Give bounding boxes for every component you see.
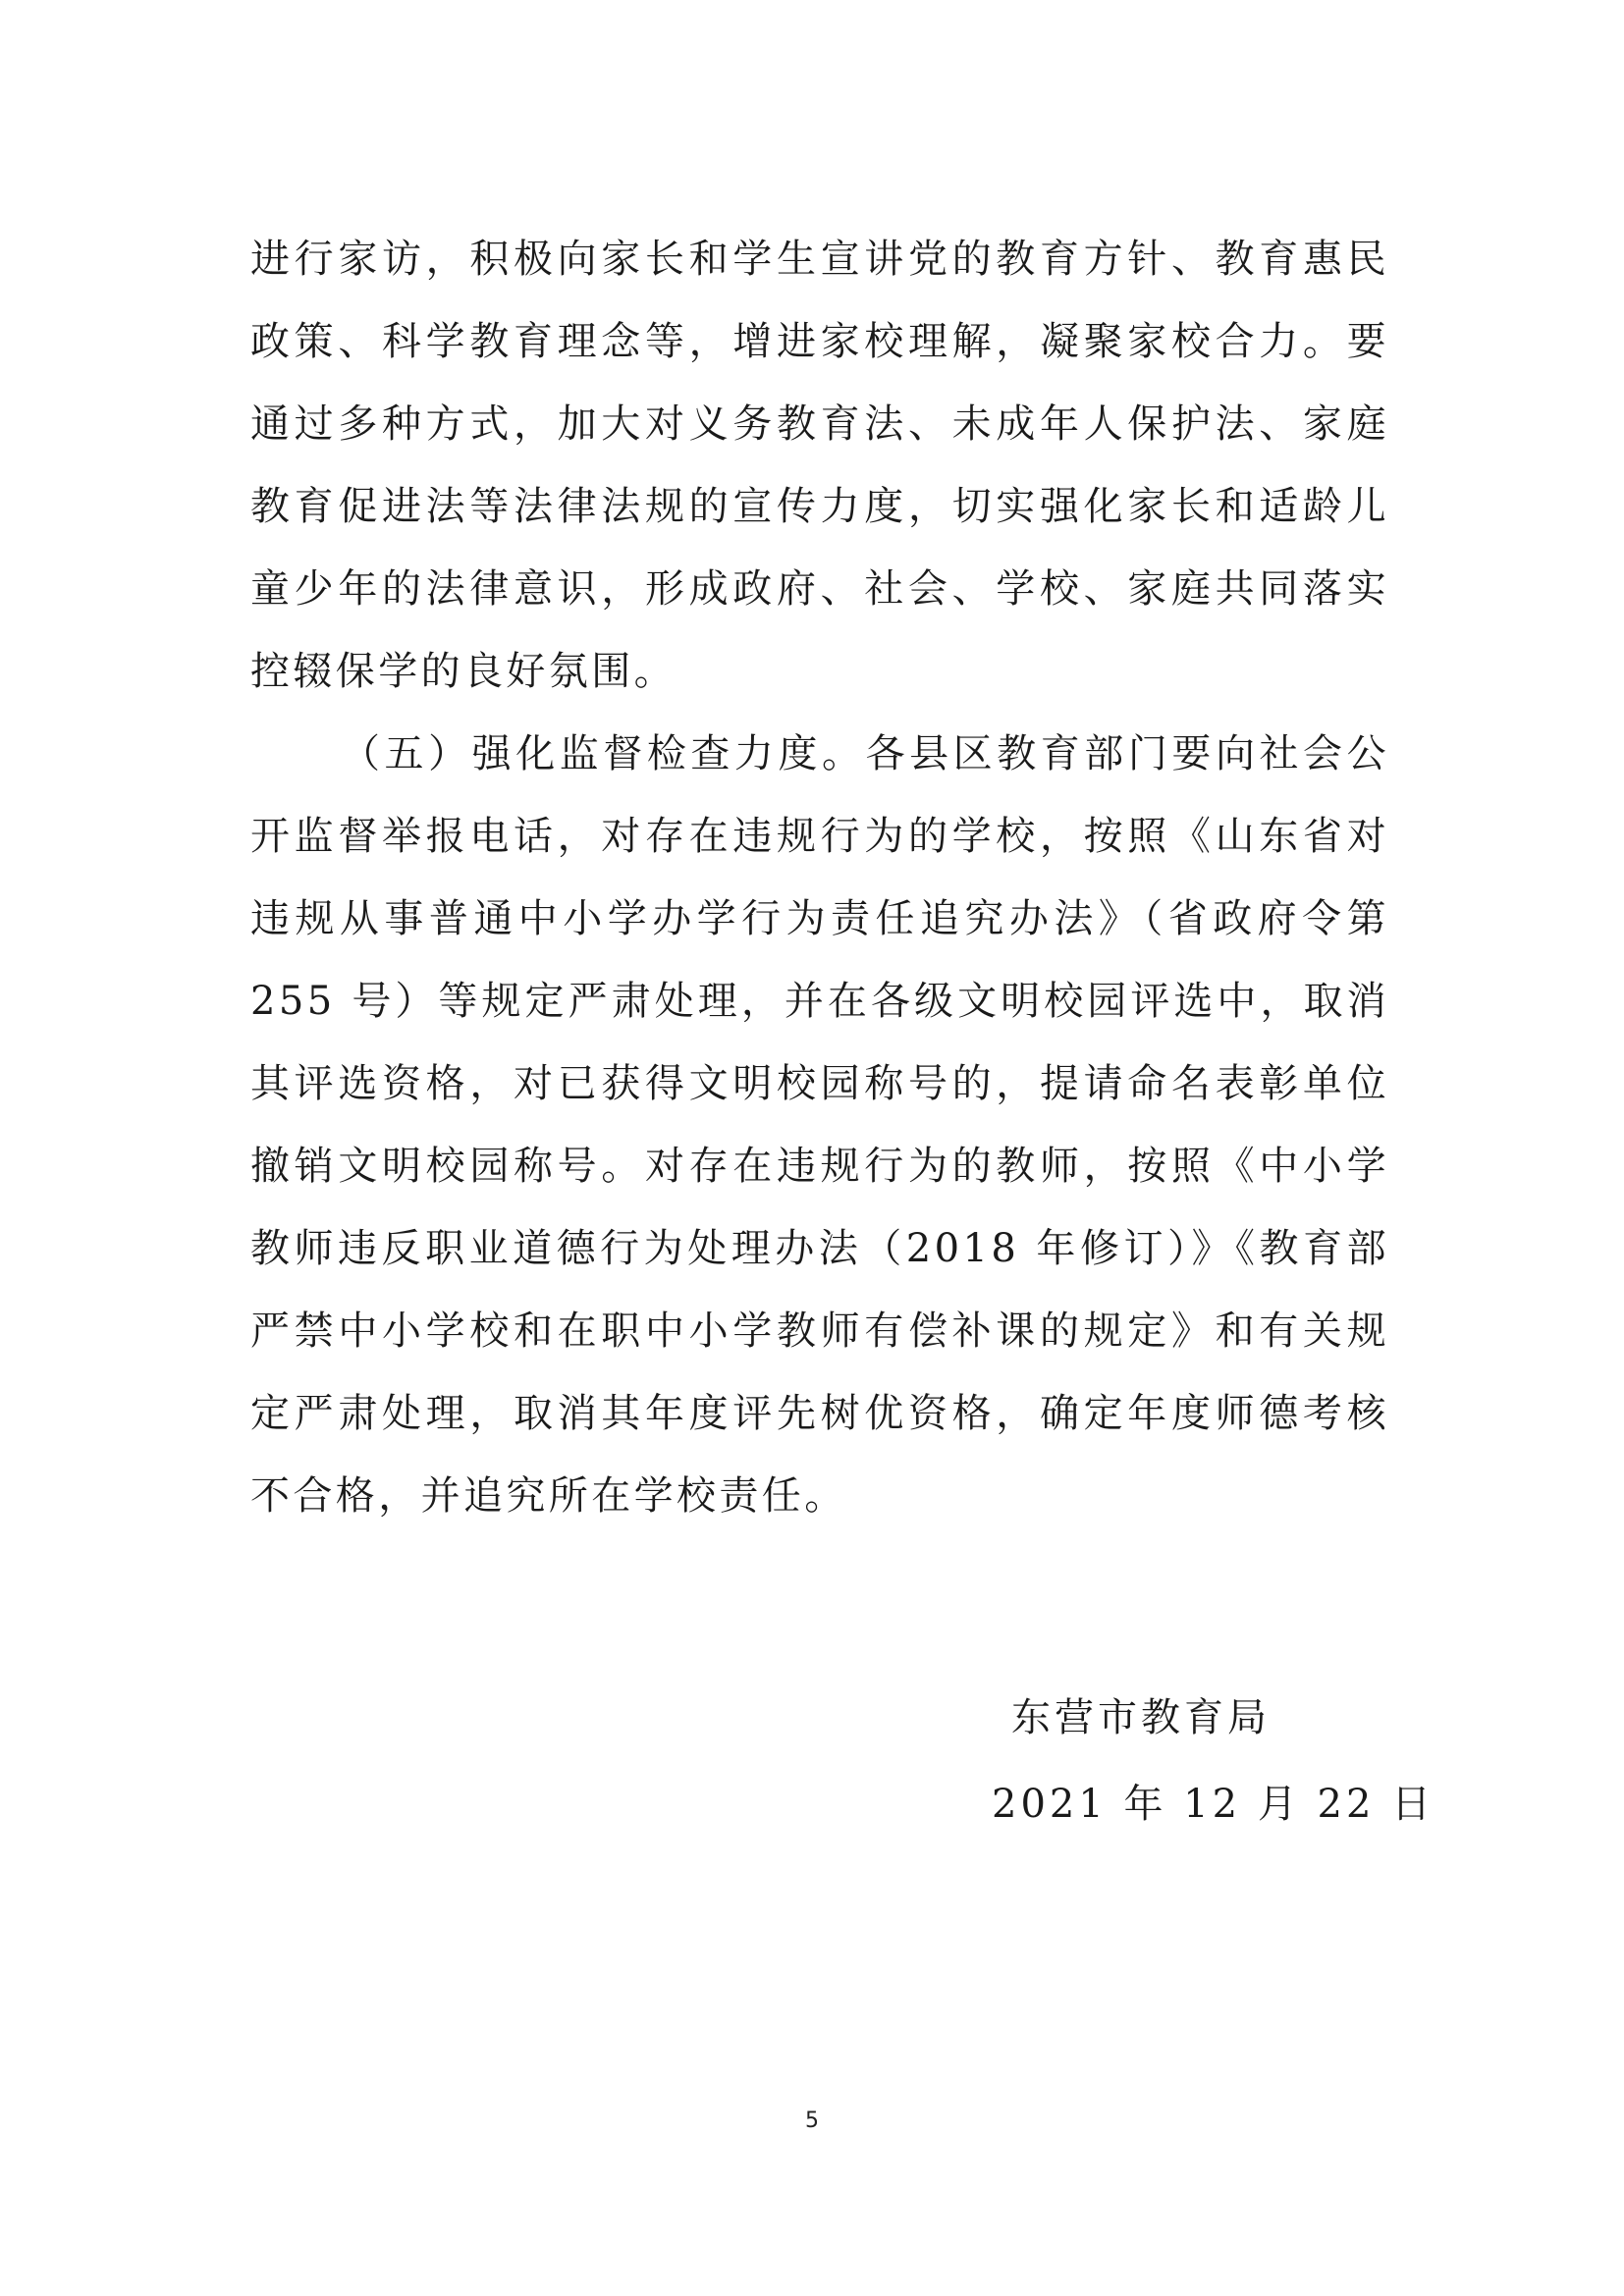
paragraph-line: 255 号）等规定严肃处理，并在各级文明校园评选中，取消 bbox=[250, 979, 1389, 1024]
paragraph-line: 其评选资格，对已获得文明校园称号的，提请命名表彰单位 bbox=[250, 1061, 1389, 1106]
paragraph-line: 通过多种方式，加大对义务教育法、未成年人保护法、家庭 bbox=[250, 401, 1389, 447]
paragraph-line: 定严肃处理，取消其年度评先树优资格，确定年度师德考核 bbox=[250, 1391, 1389, 1436]
section-heading-line: （五）强化监督检查力度。各县区教育部门要向社会公 bbox=[341, 731, 1389, 776]
page-number: 5 bbox=[805, 2109, 819, 2133]
paragraph-line: 不合格，并追究所在学校责任。 bbox=[250, 1473, 847, 1519]
body-text bbox=[250, 218, 1389, 1537]
paragraph-line: 控辍保学的良好氛围。 bbox=[250, 649, 677, 694]
paragraph-line: 违规从事普通中小学办学行为责任追究办法》（省政府令第 bbox=[250, 896, 1389, 941]
signature-organization: 东营市教育局 bbox=[1011, 1695, 1271, 1740]
paragraph-line: 政策、科学教育理念等，增进家校理解，凝聚家校合力。要 bbox=[250, 319, 1389, 364]
paragraph-line: 撤销文明校园称号。对存在违规行为的教师，按照《中小学 bbox=[250, 1144, 1389, 1189]
paragraph-line: 开监督举报电话，对存在违规行为的学校，按照《山东省对 bbox=[250, 814, 1389, 859]
paragraph-line: 严禁中小学校和在职中小学教师有偿补课的规定》和有关规 bbox=[250, 1308, 1389, 1354]
paragraph-line: 教育促进法等法律法规的宣传力度，切实强化家长和适龄儿 bbox=[250, 484, 1389, 529]
paragraph-line: 童少年的法律意识，形成政府、社会、学校、家庭共同落实 bbox=[250, 566, 1389, 612]
signature-date: 2021 年 12 月 22 日 bbox=[992, 1782, 1435, 1827]
paragraph-line: 教师违反职业道德行为处理办法（2018 年修订）》《教育部 bbox=[250, 1226, 1389, 1271]
paragraph-line: 进行家访，积极向家长和学生宣讲党的教育方针、教育惠民 bbox=[250, 237, 1389, 282]
